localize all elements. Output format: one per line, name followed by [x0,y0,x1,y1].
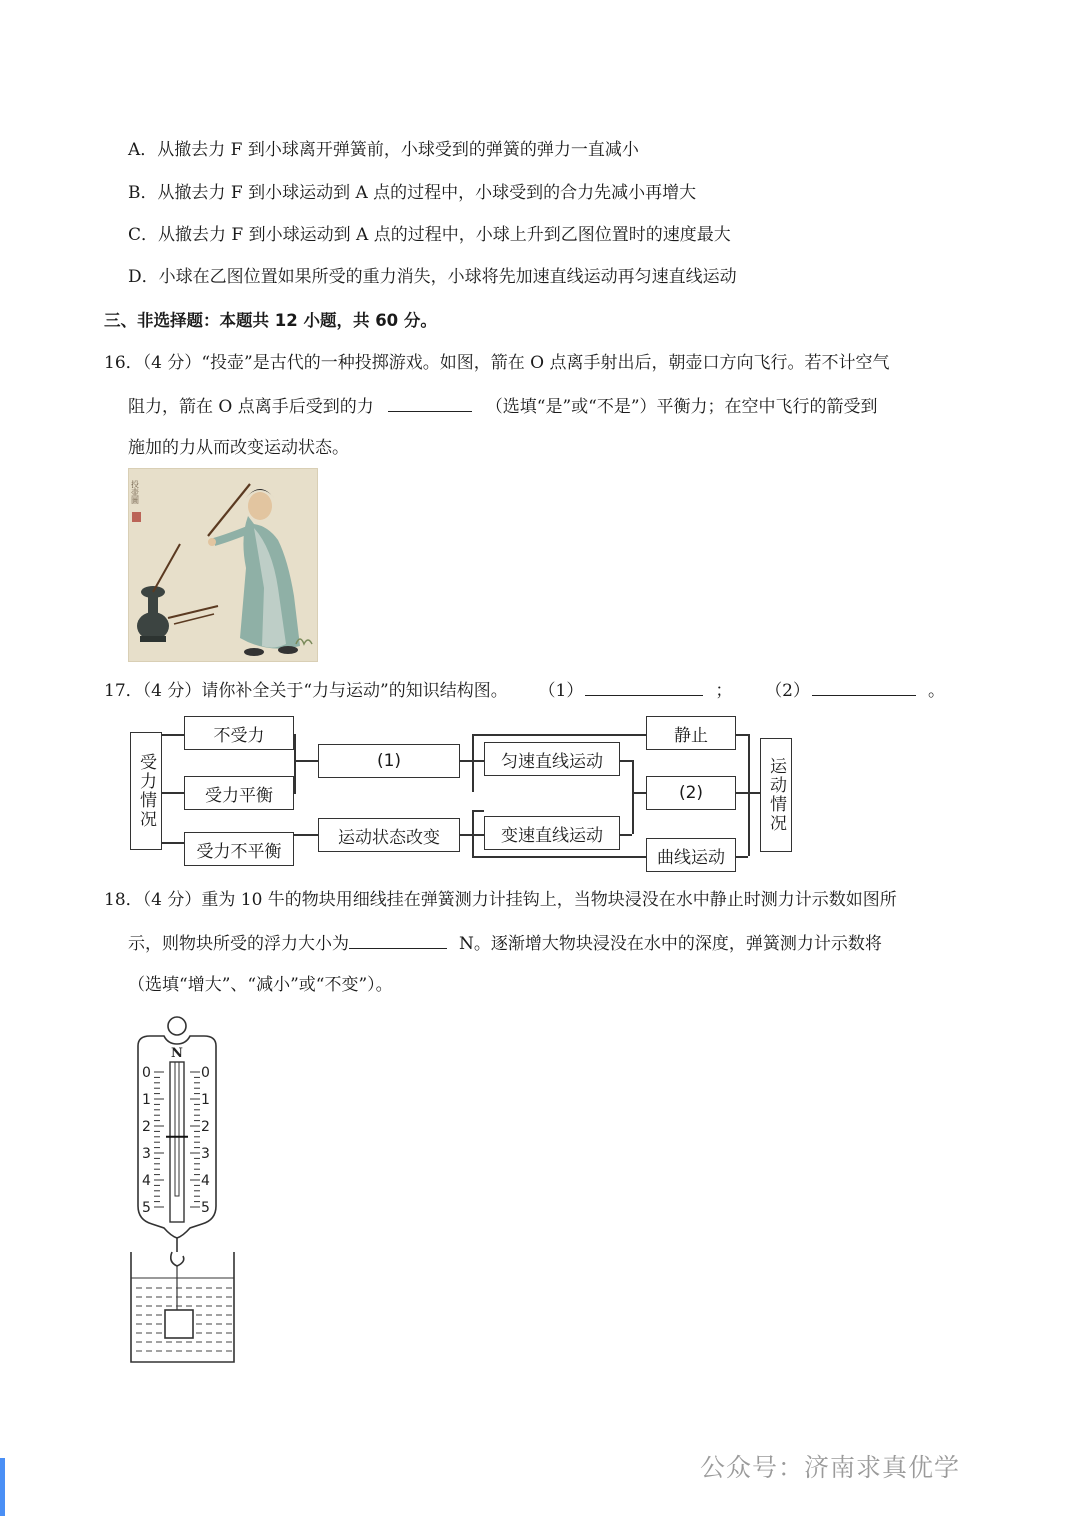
state-change-box: 运动状态改变 [318,818,460,852]
scale-tick-label-left: 5 [142,1200,151,1216]
blank2-box: (2) [646,776,736,810]
force-condition-box [130,732,162,850]
scale-tick-label-right: 4 [201,1173,210,1189]
spring-scale-svg [128,1016,238,1366]
scale-ticks [142,1065,210,1216]
q18-line2 [128,930,882,956]
left-accent-bar [0,1458,5,1516]
variable-motion-box: 变速直线运动 [484,816,620,850]
q17-blank1[interactable] [585,677,703,696]
q18-line3: （选填“增大”、“减小”或“不变”）。 [128,975,393,995]
unbalanced-force-box: 受力不平衡 [184,832,294,866]
touhu-illustration [128,468,318,662]
rest-box: 静止 [646,716,736,750]
scale-tick-label-right: 1 [201,1092,210,1108]
q16-blank[interactable] [388,393,472,412]
q16-line3: 施加的力从而改变运动状态。 [128,438,349,458]
scale-tick-label-right: 3 [201,1146,210,1162]
no-force-box: 不受力 [184,716,294,750]
q16-line1: 16．（4 分）“投壶”是古代的一种投掷游戏。如图，箭在 O 点离手射出后，朝壶口方向飞行。若不计空气 [104,353,890,373]
painting-caption: 投壶圖 [130,480,140,504]
option-d: D．小球在乙图位置如果所受的重力消失，小球将先加速直线运动再匀速直线运动 [128,267,737,287]
scale-unit: N [171,1046,183,1061]
option-c: C．从撤去力 F 到小球运动到 A 点的过程中，小球上升到乙图位置时的速度最大 [128,225,731,245]
scale-tick-label-left: 4 [142,1173,151,1189]
scale-tick-label-left: 2 [142,1119,151,1135]
scale-tick-label-right: 5 [201,1200,210,1216]
scale-tick-label-left: 1 [142,1092,151,1108]
scale-tick-label-right: 0 [201,1065,210,1081]
option-b: B．从撤去力 F 到小球运动到 A 点的过程中，小球受到的合力先减小再增大 [128,183,697,203]
q17-sep: ； [715,681,733,701]
q16-line2a: 阻力，箭在 O 点离手后受到的力 [128,397,374,417]
q17-stem-text: 17．（4 分）请你补全关于“力与运动”的知识结构图。 [104,681,508,701]
motion-condition-label: 运动情况 [766,757,786,833]
q16-line2 [128,393,878,419]
q17-end: 。 [928,681,946,701]
q17-blank1-label: （1） [538,681,584,701]
q18-line2a: 示，则物块所受的浮力大小为 [128,934,349,954]
scale-tick-label-right: 2 [201,1119,210,1135]
q18-line2b: N。逐渐增大物块浸没在水中的深度，弹簧测力计示数将 [459,934,882,954]
motion-condition-box [760,738,792,852]
watermark: 公众号：济南求真优学 [700,1453,961,1482]
q17-blank2[interactable] [812,677,916,696]
force-motion-diagram [128,712,798,868]
scale-tick-label-left: 3 [142,1146,151,1162]
q17-blank2-label: （2） [765,681,811,701]
uniform-motion-box: 匀速直线运动 [484,742,620,776]
spring-scale-figure [128,1016,238,1366]
balanced-force-box: 受力平衡 [184,776,294,810]
q17-stem [104,677,945,703]
scale-tick-label-left: 0 [142,1065,151,1081]
q18-blank1[interactable] [349,930,447,949]
submerged-block [165,1310,193,1338]
option-a: A．从撤去力 F 到小球离开弹簧前，小球受到的弹簧的弹力一直减小 [128,140,639,160]
q18-line1: 18．（4 分）重为 10 牛的物块用细线挂在弹簧测力计挂钩上，当物块浸没在水中静止时测力计示数如图所 [104,890,897,910]
force-condition-label: 受力情况 [136,753,156,829]
blank1-box: (1) [318,744,460,778]
touhu-painting [128,468,318,662]
q16-line2b: （选填“是”或“不是”）平衡力；在空中飞行的箭受到 [485,397,878,417]
section-heading: 三、非选择题：本题共 12 小题，共 60 分。 [104,311,437,330]
curve-motion-box: 曲线运动 [646,838,736,872]
